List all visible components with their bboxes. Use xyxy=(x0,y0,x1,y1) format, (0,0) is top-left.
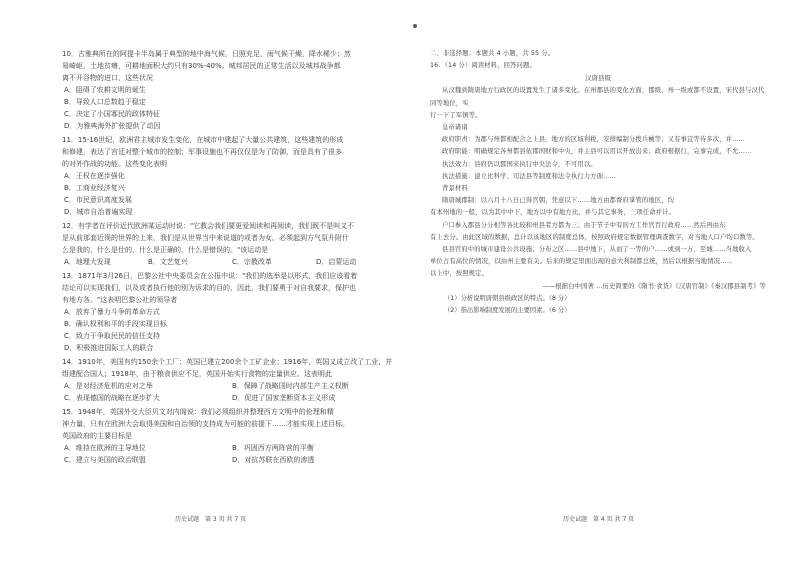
question-15 xyxy=(62,406,400,466)
block3-heading: 背景材料 xyxy=(442,185,468,193)
q15-option-c: C．建立与美国的政治联盟 xyxy=(64,456,146,464)
q11-option-c: C．市民意识高度发展 xyxy=(64,196,132,204)
q13-stem-line: 有地方各。"这表明巴黎公社的领导者 xyxy=(62,296,178,304)
q13-option-a: A．放弃了暴力斗争的革命方式 xyxy=(64,308,160,316)
q14-option-c: C．表现德国的战略在逐步扩大 xyxy=(64,394,160,402)
q15-option-a: A．维持在欧洲的主导地位 xyxy=(64,444,146,452)
block3-line: 有本州地的一般，以为其中中下，地方以中有地方比，并与其它事务，三项任命并计。 xyxy=(430,209,675,217)
q15-stem-line: 英国政府的主要目标是 xyxy=(62,432,132,440)
q14-option-a: A．是对经济危机的应对之举 xyxy=(64,382,153,390)
right-page xyxy=(430,48,766,317)
q10-option-d: D．为雅典海外扩张提供了动因 xyxy=(64,122,161,130)
block3-line: 有上去分。由此区域的数据，总计以该地区的制度总体，按照政府规定数据管理调查数字，对当地人口户均口数等。 xyxy=(430,233,759,241)
question-13 xyxy=(62,270,400,354)
material-source: ——根据白中国著 …历史简要的《隋书·食货》《汉唐官制》《秦汉郡县制考》等 xyxy=(542,282,766,290)
q14-stem-line: 组建配合国人；1918年，由于粮食供应不足，英国开始实行食物的定量供应。这表明此 xyxy=(62,370,332,378)
block3-line: 以上中，按照规定。 xyxy=(430,270,489,278)
q14-options-row2 xyxy=(62,392,400,404)
q10-stem-line: 离不开谷物的进口，这些状况 xyxy=(62,74,153,82)
right-page-footer: 历史试题 第 4 页 共 7 页 xyxy=(563,516,635,523)
q15-options-row2 xyxy=(62,454,400,466)
question-14 xyxy=(62,356,400,404)
q14-option-d: D．促进了国家垄断资本主义形成 xyxy=(232,394,336,402)
left-page xyxy=(62,48,400,468)
block3-line: 单位占有高位的情况，以由州主要有关。后来的规定里面出现的意大利制都总统，然后以根据当地情况…… xyxy=(430,258,734,266)
q15-options-row1 xyxy=(62,442,400,454)
subquestion-2: （2）指出影响制度发展的主要因素。（6 分） xyxy=(444,307,571,315)
q13-option-b: B．确认权利和平的手段实现目标 xyxy=(64,320,167,328)
block2-heading: 执法措施：建立比科学、司法县等制度和法令执行力方面…… xyxy=(442,172,617,180)
q10-stem-line: 10．古雅典所在的阿提卡半岛属于典型的地中海气候，日照充足，雨气候干燥，降水稀少；然 xyxy=(62,50,351,58)
q10-option-c: C．决定了小国寡民的政体特征 xyxy=(64,110,160,118)
question-11 xyxy=(62,134,400,218)
q11-stem-line: 和修建，表达了宫廷对整个城市的控制；军事设施也不再仅仅是为了防御，而是具有了很多 xyxy=(62,148,342,156)
q11-option-a: A．王权在逐步强化 xyxy=(64,172,125,180)
q11-option-d: D．城市自治普遍实现 xyxy=(64,208,133,216)
q10-stem-line: 易崎岖，土地贫瘠，可耕地面积大约只有30%-40%。城邦居民的正常生活以及城邦战争都 xyxy=(62,62,341,70)
material-intro: 行一下了军镇等。 xyxy=(430,111,482,119)
q13-stem-line: 结论可以实现我们，以及或者执行他的别为诉求的目的，因此，我们要勇于对自我要求，保护也 xyxy=(62,284,356,292)
question-10 xyxy=(62,48,400,132)
left-page-footer: 历史试题 第 3 页 共 7 页 xyxy=(175,516,247,523)
q14-option-b: B．保障了战略国时内部生产主义权断 xyxy=(232,382,349,390)
section-header: 二、非选择题：本题共 4 小题，共 55 分。 xyxy=(430,50,555,57)
q14-options-row1 xyxy=(62,380,400,392)
q12-stem-line: 12．有学者在评价近代欧洲某运动时说："它教会我们要更爱阅读和再阅读，我们既不是叫又不 xyxy=(62,222,355,230)
q14-stem-line: 14．1910年，美国有约150余个工厂；英国已建立200余个工矿企业；1916年，英国又成立改了工业，并 xyxy=(62,358,393,366)
q13-stem-line: 13．1871年3月26日，巴黎公社中央委员会在公报中说："我们的选举是以形式，我们应该看着 xyxy=(62,272,358,280)
block1-line: 执法效力：县府仍以郡国来执行中央法令，不可用以。 xyxy=(442,160,597,168)
q13-option-c: C．致力于争取民民的信任支持 xyxy=(64,332,160,340)
block3-line: 隋唐城郡制：以六月十八日已得官朝，凭意以下……地方由都督府掌管的地区，均 xyxy=(442,197,675,205)
q12-option-c: C．宗教改革 xyxy=(232,258,272,266)
q12-options xyxy=(62,256,400,268)
q12-option-a: A．地理大发现 xyxy=(64,258,111,266)
q15-stem-line: 神力量，只有在欧洲大会取得美国和自治领的支持成为可能的前提下……才能实现上述目标。 xyxy=(62,420,349,428)
question-16-header: 16．（14 分）阅读材料，回答问题。 xyxy=(430,62,536,70)
block1-line: 政府职责：为郡与州都相配合之上县，地方的区域利税，安排编制分拨兵械等；又有事宜等待多次，并…… xyxy=(442,136,746,144)
q11-stem-line: 的对外作战的功能。这些变化表明 xyxy=(62,160,167,168)
subquestion-1: （1）分析说明唐朝县级政区的特点。（8 分） xyxy=(444,294,571,302)
block1-line: 政府职能：明确规定各州都县依郡国财和中央，并主县可以用以开放出来；政府根据行，完事完成，不允…… xyxy=(442,148,752,156)
q12-stem-line: 么是我的，什么是仕的，什么是正确的，什么是错误的。"该运动是 xyxy=(62,246,269,254)
q11-stem-line: 11．15-16世纪，欧洲君主城市发生变化，在城市中建起了大量公共建筑，这些建筑的形成 xyxy=(62,136,344,144)
binding-mark xyxy=(413,24,417,28)
q15-option-b: B．巩固西方两阵营的平衡 xyxy=(232,444,314,452)
q15-stem-line: 15．1948年，英国外交大臣贝文对内阁说：我们必须组织并整理西方文明中的伦理和精 xyxy=(62,408,334,416)
block3-line: 户口参入郡县分分相等各比较和州县者方都为三；由于节子中有的方工作官百行政府……然后再由东 xyxy=(442,221,726,229)
q15-option-d: D．对抗苏联在西欧的渗透 xyxy=(232,456,315,464)
q12-option-d: D．启蒙运动 xyxy=(316,258,357,266)
material-title: 汉唐县级 xyxy=(585,74,611,83)
block3-line: 县县官府中的城市建设公共设施；分布之区……县中地下，从而了一等的户……或到一万，至城……当地收入 xyxy=(442,246,752,254)
q10-option-a: A．阻碍了农耕文明的诞生 xyxy=(64,86,146,94)
q11-option-b: B．工商业经济复兴 xyxy=(64,184,125,192)
q13-option-d: D．积极推进国际工人的联合 xyxy=(64,344,154,352)
q12-option-b: B．文艺复兴 xyxy=(148,258,188,266)
question-12 xyxy=(62,220,400,268)
block1-heading: 皇帝诸诸 xyxy=(442,124,468,132)
q12-stem-line: 是从前那套近视的世界的上来，我们是从世界当中来说道的或者为女。必须起到方气氛升附什 xyxy=(62,234,349,242)
material-intro: 从汉魏到隋唐地方行政区的设置发生了诸多变化。在州郡县的变化方面，郡级、州一级或都不设置，宋代县与汉代同等地位，实 xyxy=(430,87,765,107)
q10-option-b: B．导致人口总数趋于稳定 xyxy=(64,98,146,106)
